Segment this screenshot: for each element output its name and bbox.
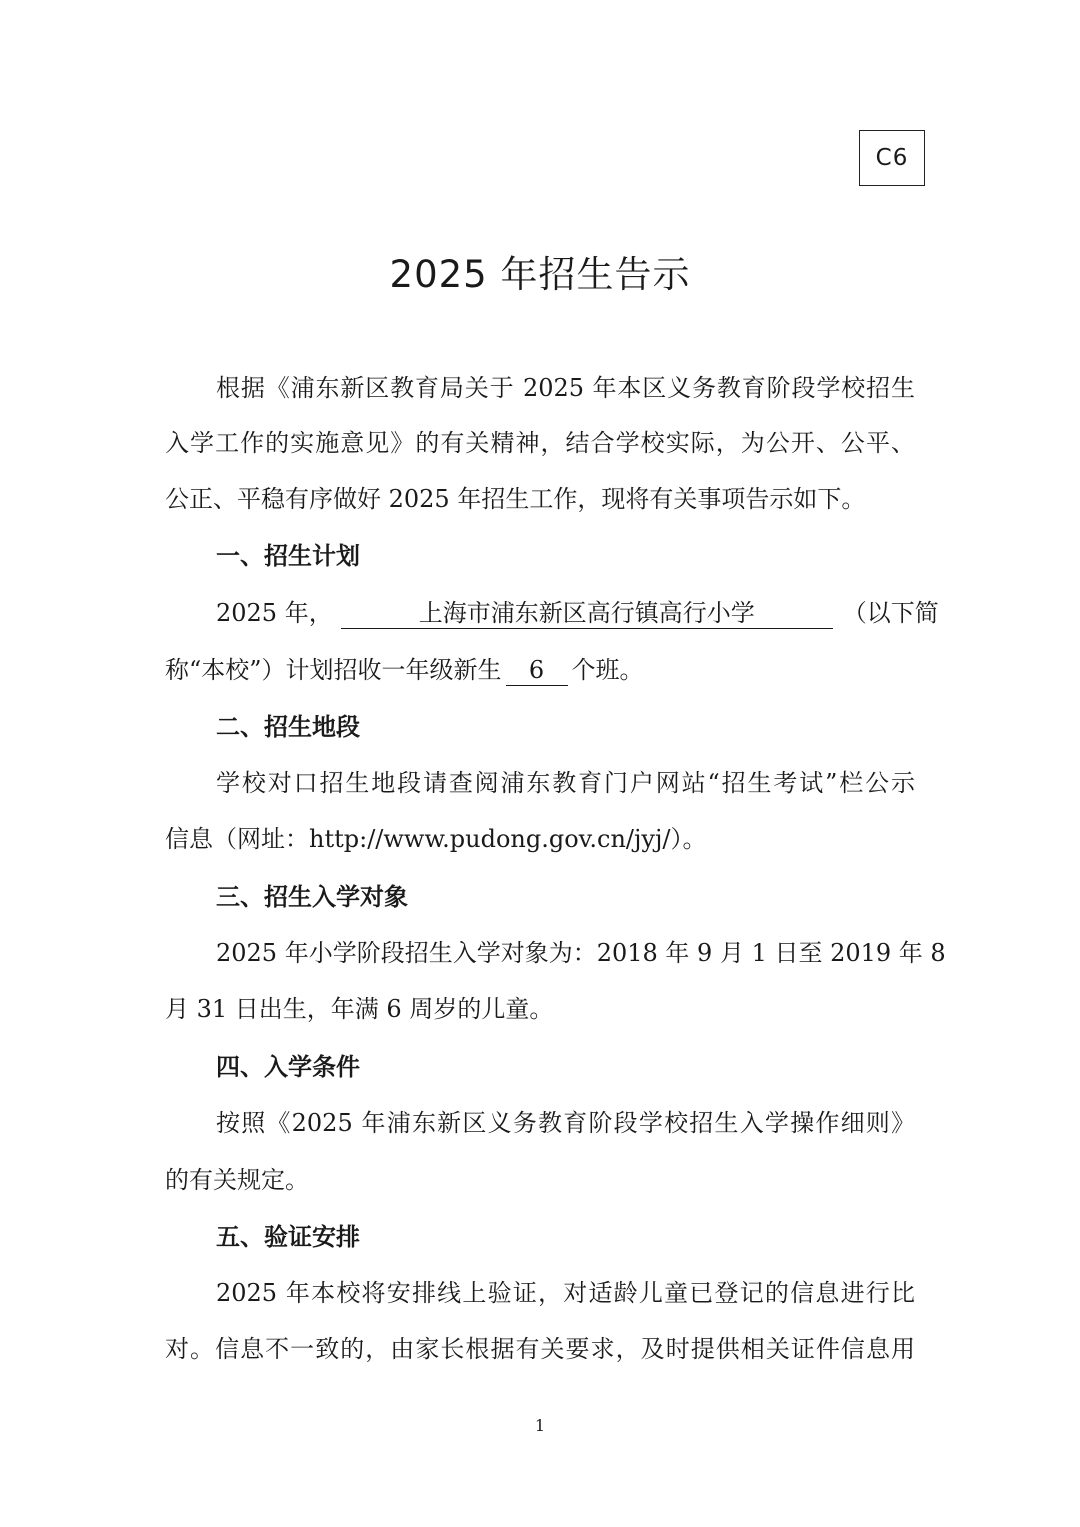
page-title: 2025 年招生告示 <box>389 253 691 296</box>
intro-line-1: 根据《浦东新区教育局关于 2025 年本区义务教育阶段学校招生 <box>216 374 915 402</box>
school-name-field: 上海市浦东新区高行镇高行小学 <box>341 598 833 629</box>
section-heading-eligibility: 三、招生入学对象 <box>216 883 408 911</box>
plan-line-2 <box>165 652 644 688</box>
conditions-line-1: 按照《2025 年浦东新区义务教育阶段学校招生入学操作细则》 <box>216 1109 915 1137</box>
section-heading-verification: 五、验证安排 <box>216 1223 360 1251</box>
plan-suffix: （以下简 <box>842 599 939 627</box>
verification-line-1: 2025 年本校将安排线上验证，对适龄儿童已登记的信息进行比 <box>216 1279 915 1307</box>
intro-line-3: 公正、平稳有序做好 2025 年招生工作，现将有关事项告示如下。 <box>165 485 866 513</box>
eligibility-line-2: 月 31 日出生，年满 6 周岁的儿童。 <box>165 995 554 1023</box>
section-heading-plan: 一、招生计划 <box>216 542 360 570</box>
eligibility-line-1: 2025 年小学阶段招生入学对象为：2018 年 9 月 1 日至 2019 年 8 <box>216 939 946 967</box>
plan-line2-suffix: 个班。 <box>571 656 644 684</box>
intro-line-2: 入学工作的实施意见》的有关精神，结合学校实际，为公开、公平、 <box>165 429 915 457</box>
verification-line-2: 对。信息不一致的，由家长根据有关要求，及时提供相关证件信息用 <box>165 1335 915 1363</box>
district-line-2: 信息（网址：http://www.pudong.gov.cn/jyj/）。 <box>165 825 707 853</box>
plan-line-1 <box>216 595 939 631</box>
district-line-1: 学校对口招生地段请查阅浦东教育门户网站“招生考试”栏公示 <box>216 769 915 797</box>
section-heading-conditions: 四、入学条件 <box>216 1053 360 1081</box>
plan-line2-prefix: 称“本校”）计划招收一年级新生 <box>165 656 502 684</box>
section-heading-district: 二、招生地段 <box>216 713 360 741</box>
page-number: 1 <box>534 1416 546 1435</box>
conditions-line-2: 的有关规定。 <box>165 1166 309 1194</box>
plan-prefix: 2025 年， <box>216 599 333 627</box>
document-code: C6 <box>875 145 909 171</box>
class-count-field: 6 <box>506 655 568 686</box>
document-code-box <box>859 130 925 186</box>
